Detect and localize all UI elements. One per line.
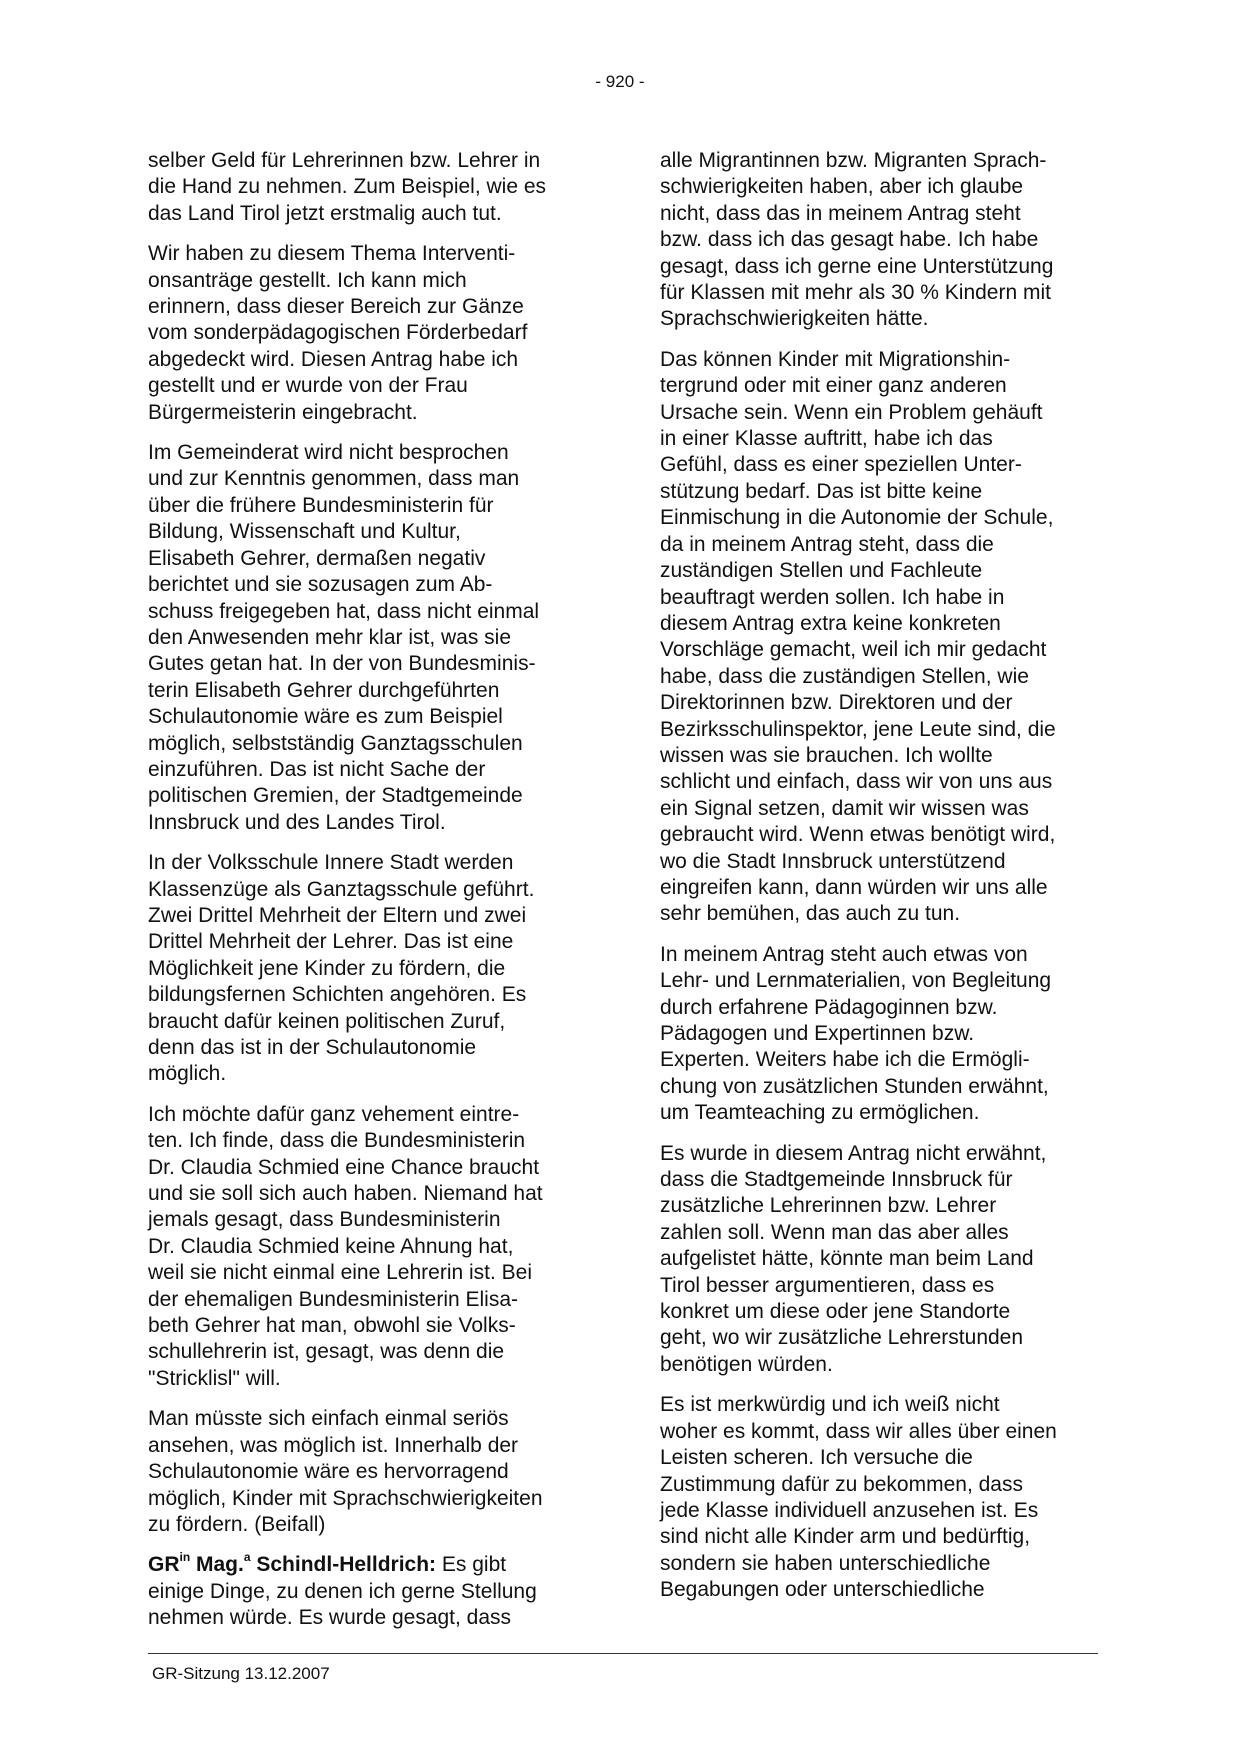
paragraph: Wir haben zu diesem Thema Interventi- onsanträge gestellt. Ich kann mich erinnern, dass dieser Bereich zur Gänze vom sonderpädagogischen Förderbedarf abgedeckt wird. Diesen Antrag habe ich gestellt und er wurde von der Frau Bürgermeisterin eingebracht. [148,242,528,424]
speaker-title-mag-sup: a [243,1550,251,1565]
paragraph: alle Migrantinnen bzw. Migranten Sprach- schwierigkeiten haben, aber ich glaube nicht, dass das in meinem Antrag steht bzw. dass ich das gesagt habe. Ich habe gesagt, dass ich gerne eine Unterstützung für Klassen mit mehr als 30 % Kindern mit Sprachschwierigkeiten hätte. [660,149,1054,331]
right-column [660,148,1103,1618]
paragraph: Es ist merkwürdig und ich weiß nicht woher es kommt, dass wir alles über einen Leisten scheren. Ich versuche die Zustimmung dafür zu bekommen, dass jede Klasse individuell anzusehen ist. Es sind nicht alle Kinder arm und bedürftig, sondern sie haben unterschiedliche Begabungen oder unterschiedliche [660,1393,1057,1602]
speaker-surname: Schindl-Helldrich: [250,1553,437,1577]
speaker-name [148,1550,437,1577]
paragraph: Man müsste sich einfach einmal seriös ansehen, was möglich ist. Innerhalb der Schulautonomie wäre es hervorragend möglich, Kinder mit Sprachschwierigkeiten zu fördern. (Beifall) [148,1407,543,1536]
page-number: - 920 - [595,72,645,91]
left-column [148,148,591,1646]
speaker-title-gr: GR [148,1553,180,1577]
paragraph: Es wurde in diesem Antrag nicht erwähnt, dass die Stadtgemeinde Innsbruck für zusätzliche Lehrerinnen bzw. Lehrer zahlen soll. Wenn man das aber alles aufgelistet hätte, könnte man beim Land Tirol besser argumentieren, dass es konkret um diese oder jene Standorte geht, wo wir zusätzliche Lehrerstunden benötigen würden. [660,1141,1047,1376]
speaker-title-mag: Mag. [190,1553,244,1577]
paragraph: Das können Kinder mit Migrationshin- tergrund oder mit einer ganz anderen Ursache sein. Wenn ein Problem gehäuft in einer Klasse auftritt, habe ich das Gefühl, dass es einer speziellen Unter- stützung bedarf. Das ist bitte keine Einmischung in die Autonomie der Schule, da in meinem Antrag steht, dass die zuständigen Stellen und Fachleute beauftragt werden sollen. Ich habe in diesem Antrag extra keine konkreten Vorschläge gemacht, weil ich mir gedacht habe, dass die zuständigen Stellen, wie Direktorinnen bzw. Direktoren und der Bezirksschulinspektor, jene Leute sind, die wissen was sie brauchen. Ich wollte schlicht und einfach, dass wir von uns aus ein Signal setzen, damit wir wissen was gebraucht wird. Wenn etwas benötigt wird, wo die Stadt Innsbruck unterstützend eingreifen kann, dann würden wir uns alle sehr bemühen, das auch zu tun. [660,347,1056,926]
paragraph: Ich möchte dafür ganz vehement eintre- ten. Ich finde, dass die Bundesministerin Dr. Claudia Schmied eine Chance braucht und sie soll sich auch haben. Niemand hat jemals gesagt, dass Bundesministerin Dr. Claudia Schmied keine Ahnung hat, weil sie nicht einmal eine Lehrerin ist. Bei der ehemaligen Bundesministerin Elisa- beth Gehrer hat man, obwohl sie Volks- schullehrerin ist, gesagt, was denn die "Stricklisl" will. [148,1102,543,1390]
paragraph: In meinem Antrag steht auch etwas von Lehr- und Lernmaterialien, von Begleitung durch erfahrene Pädagoginnen bzw. Pädagogen und Expertinnen bzw. Experten. Weiters habe ich die Ermögli- chung von zusätzlichen Stunden erwähnt, um Teamteaching zu ermöglichen. [660,942,1052,1125]
speaker-text: Es gibt einige Dinge, zu denen ich gerne Stellung nehmen würde. Es wurde gesagt, dass [148,1553,537,1630]
speaker-title-gr-sup: in [179,1550,191,1565]
footer-divider [148,1653,1098,1654]
footer-session-date: GR-Sitzung 13.12.2007 [152,1664,330,1683]
paragraph: In der Volksschule Innere Stadt werden Klassenzüge als Ganztagsschule geführt. Zwei Drittel Mehrheit der Eltern und zwei Drittel Mehrheit der Lehrer. Das ist eine Möglichkeit jene Kinder zu fördern, die bildungsfernen Schichten angehören. Es braucht dafür keinen politischen Zuruf, denn das ist in der Schulautonomie möglich. [148,851,535,1086]
paragraph: Im Gemeinderat wird nicht besprochen und zur Kenntnis genommen, dass man über die frühere Bundesministerin für Bildung, Wissenschaft und Kultur, Elisabeth Gehrer, dermaßen negativ berichtet und sie sozusagen zum Ab- schuss freigegeben hat, dass nicht einmal den Anwesenden mehr klar ist, was sie Gutes getan hat. In der von Bundesminis- terin Elisabeth Gehrer durchgeführten Schulautonomie wäre es zum Beispiel möglich, selbstständig Ganztagsschulen einzuführen. Das ist nicht Sache der politischen Gremien, der Stadtgemeinde Innsbruck und des Landes Tirol. [148,441,540,834]
paragraph: selber Geld für Lehrerinnen bzw. Lehrer in die Hand zu nehmen. Zum Beispiel, wie es das Land Tirol jetzt erstmalig auch tut. [148,149,547,225]
speaker-paragraph [148,1552,591,1631]
